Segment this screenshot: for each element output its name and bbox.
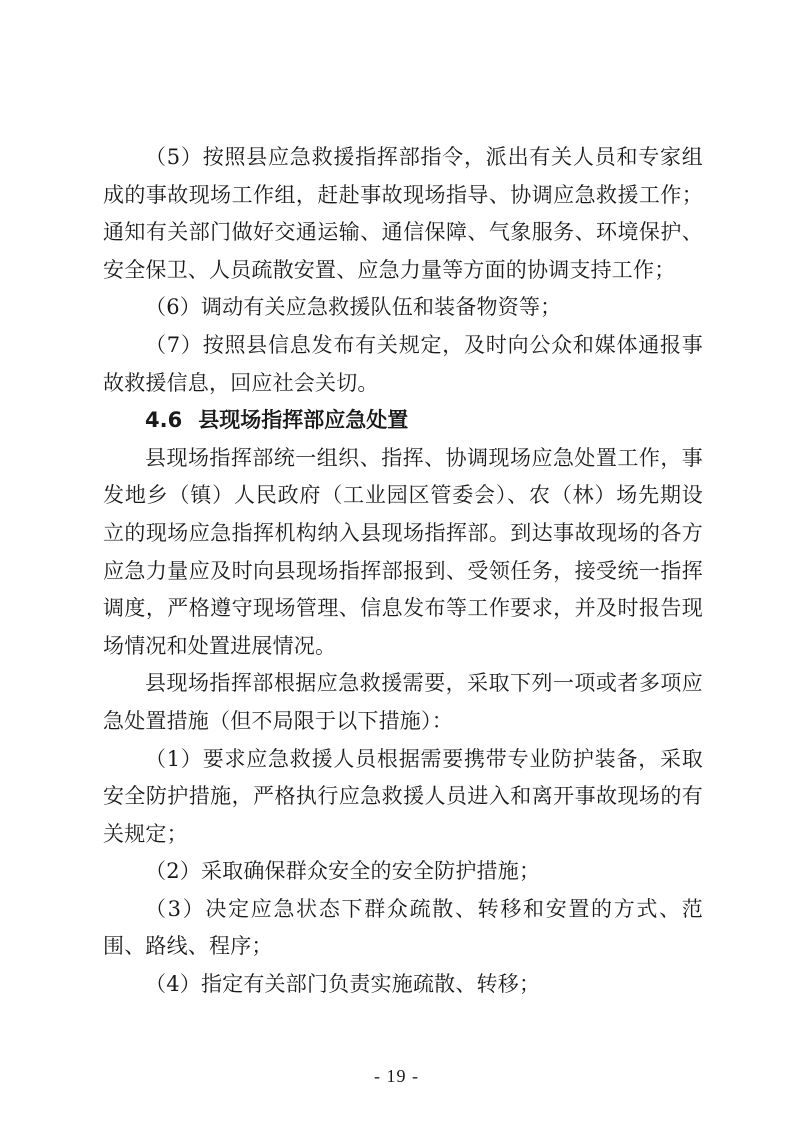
paragraph-measure-2: （2）采取确保群众安全的安全防护措施； xyxy=(145,859,541,884)
paragraph-item-5: （5）按照县应急救援指挥部指令，派出有关人员和专家组成的事故现场工作组，赶赴事故现场指导、协调应急救援工作；通知有关部门做好交通运输、通信保障、气象服务、环境保护、安全保卫、人员疏散安置、应急力量等方面的协调支持工作； xyxy=(103,145,703,282)
paragraph-measure-3: （3）决定应急状态下群众疏散、转移和安置的方式、范围、路线、程序； xyxy=(103,896,703,959)
paragraph-measure-1: （1）要求应急救援人员根据需要携带专业防护装备，采取安全防护措施，严格执行应急救援人员进入和离开事故现场的有关规定； xyxy=(103,746,703,846)
document-body xyxy=(103,139,703,1004)
section-number: 4.6 xyxy=(145,408,183,433)
section-heading xyxy=(103,402,703,440)
paragraph-item-7: （7）按照县信息发布有关规定，及时向公众和媒体通报事故救援信息，回应社会关切。 xyxy=(103,332,703,395)
paragraph-measures-intro: 县现场指挥部根据应急救援需要，采取下列一项或者多项应急处置措施（但不局限于以下措施）： xyxy=(103,671,703,733)
paragraph-command-overview: 县现场指挥部统一组织、指挥、协调现场应急处置工作，事发地乡（镇）人民政府（工业园区管委会）、农（林）场先期设立的现场应急指挥机构纳入县现场指挥部。到达事故现场的各方应急力量应及时向县现场指挥部报到、受领任务，接受统一指挥调度，严格遵守现场管理、信息发布等工作要求，并及时报告现场情况和处置进展情况。 xyxy=(103,445,703,658)
paragraph-item-6: （6）调动有关应急救援队伍和装备物资等； xyxy=(145,295,562,320)
page-number: - 19 - xyxy=(374,1066,419,1086)
paragraph-measure-4: （4）指定有关部门负责实施疏散、转移； xyxy=(145,972,541,997)
section-title: 县现场指挥部应急处置 xyxy=(198,408,409,433)
